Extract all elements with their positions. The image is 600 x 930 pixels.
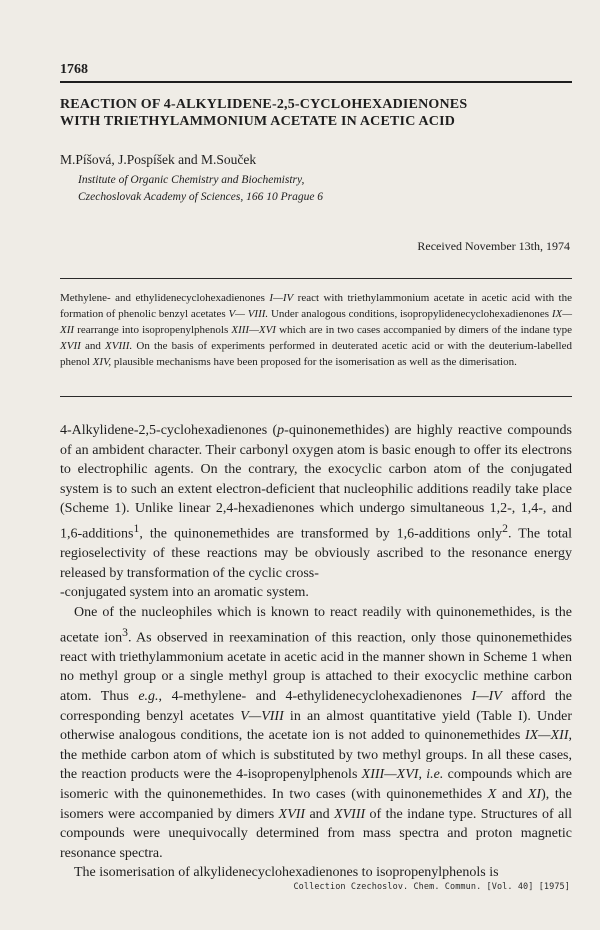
- paragraph-text: and: [496, 787, 528, 802]
- abstract-text: rearrange into isopropenylphenols: [74, 324, 232, 336]
- compound-ref: IX—XII: [60, 308, 572, 336]
- paragraph-3: [60, 863, 572, 883]
- header-rule: [60, 81, 572, 83]
- abstract: [60, 290, 572, 370]
- paragraph-text: and: [305, 806, 335, 822]
- compound-ref: XIII—XVI: [361, 767, 419, 783]
- abstract-text: Methylene- and ethylidenecyclohexadienones: [60, 292, 270, 304]
- paragraph-1: [60, 421, 572, 603]
- abstract-text: and: [80, 340, 106, 352]
- paragraph-text: -quinonemethides) are highly reactive compounds of an ambident character. Their carbonyl oxygen atom is basic enough to offer its electrons to electrophilic agents. On the contrary, the exocyclic carbon atom of the conjugated system is to such an extent electron-deficient that nucleophilic additions readily take place (Scheme 1). Unlike linear 2,4-hexadienones which undergo simultaneous 1,2-, 1,4-, and 1,6-additions: [60, 423, 572, 542]
- paragraph-text: . The total regioselectivity of these reactions may be obviously ascribed to the resonance energy released by transformation of the cyclic cross-: [60, 526, 572, 581]
- page-number: 1768: [60, 62, 88, 77]
- paragraph-text: in an almost quantitative yield (Table I). Under otherwise analogous conditions, the acetate ion is not added to quinonemethides: [60, 708, 572, 744]
- authors: M.Píšová, J.Pospíšek and M.Souček: [60, 152, 257, 167]
- abstract-text: which are in two cases accompanied by dimers of the indane type: [275, 324, 572, 336]
- compound-ref: I—IV: [471, 689, 502, 705]
- italic-term: i.e.: [426, 767, 444, 783]
- citation-ref: 2: [502, 521, 508, 535]
- compound-ref: XIII—XVI: [231, 324, 276, 336]
- paragraph-text: -conjugated system into an aromatic system.: [60, 585, 309, 601]
- abstract-bottom-rule: [60, 396, 572, 397]
- title-line-2: WITH TRIETHYLAMMONIUM ACETATE IN ACETIC ACID: [60, 114, 456, 129]
- paragraph-2: [60, 603, 572, 863]
- paragraph-text: compounds which are isomeric with the quinonemethides. In two cases (with quinonemethides: [60, 767, 573, 802]
- compound-ref: XI: [527, 787, 542, 802]
- paragraph-text: ), the isomers were accompanied by dimers: [60, 787, 573, 822]
- paper-title: [60, 96, 572, 130]
- paragraph-text: ,: [418, 767, 427, 783]
- compound-ref: XVII: [278, 806, 306, 822]
- paragraph-text: 4-Alkylidene-2,5-cyclohexadienones (: [60, 423, 278, 438]
- paragraph-text: The isomerisation of alkylidenecyclohexadienones to isopropenylphenols is: [74, 865, 499, 881]
- abstract-text: Under analogous conditions, isopropylidenecyclohexadienones: [268, 308, 552, 320]
- paragraph-text: , 4-methylene- and 4-ethylidenecyclohexadienones: [158, 689, 472, 705]
- paragraph-text: , the methide carbon atom of which is substituted by two methyl groups. In all these cases, the reaction products were the 4-isopropenylphenols: [60, 728, 572, 783]
- affiliation: [78, 172, 323, 206]
- italic-term: p: [277, 423, 285, 438]
- abstract-top-rule: [60, 278, 572, 279]
- compound-ref: V—VIII: [240, 708, 284, 724]
- title-line-1: REACTION OF 4-ALKYLIDENE-2,5-CYCLOHEXADIENONES: [60, 97, 468, 112]
- abstract-text: On the basis of experiments performed in deuterated acetic acid or with the deuterium-labelled phenol: [60, 340, 573, 368]
- abstract-text: react with triethylammonium acetate in acetic acid with the formation of phenolic benzyl acetates: [60, 292, 572, 320]
- paragraph-text: , the quinonemethides are transformed by 1,6-additions only: [139, 526, 503, 542]
- compound-ref: XVII: [60, 340, 81, 352]
- italic-term: e.g.: [138, 689, 159, 705]
- paragraph-text: . As observed in reexamination of this reaction, only those quinonemethides react with triethylammonium acetate in acetic acid in the manner shown in Scheme 1 when no methyl group or a single methyl group is attached to their exocyclic methine carbon atom. Thus: [60, 630, 572, 705]
- body-text: [60, 421, 572, 883]
- compound-ref: IX—XII: [524, 728, 569, 744]
- abstract-text: plausible mechanisms have been proposed for the isomerisation as well as the dimerisation.: [111, 356, 517, 368]
- received-date: Received November 13th, 1974: [417, 239, 570, 253]
- affiliation-line-2: Czechoslovak Academy of Sciences, 166 10 Prague 6: [78, 191, 324, 203]
- compound-ref: XIV,: [92, 356, 112, 368]
- paragraph-text: of the indane type. Structures of all compounds were unequivocally determined from mass spectra and proton magnetic resonance spectra.: [60, 806, 572, 861]
- paragraph-text: afford the corresponding benzyl acetates: [60, 689, 572, 724]
- compound-ref: XVIII: [334, 806, 366, 822]
- journal-footer: Collection Czechoslov. Chem. Commun. [Vol. 40] [1975]: [293, 882, 570, 892]
- paragraph-text: One of the nucleophiles which is known to react readily with quinonemethides, is the acetate ion: [60, 605, 572, 646]
- compound-ref: X: [487, 787, 497, 802]
- affiliation-line-1: Institute of Organic Chemistry and Biochemistry,: [78, 174, 305, 186]
- compound-ref: XVIII.: [105, 340, 133, 352]
- compound-ref: I—IV: [269, 292, 294, 304]
- compound-ref: V— VIII.: [228, 308, 269, 320]
- citation-ref: 1: [133, 521, 140, 535]
- citation-ref: 3: [122, 625, 128, 639]
